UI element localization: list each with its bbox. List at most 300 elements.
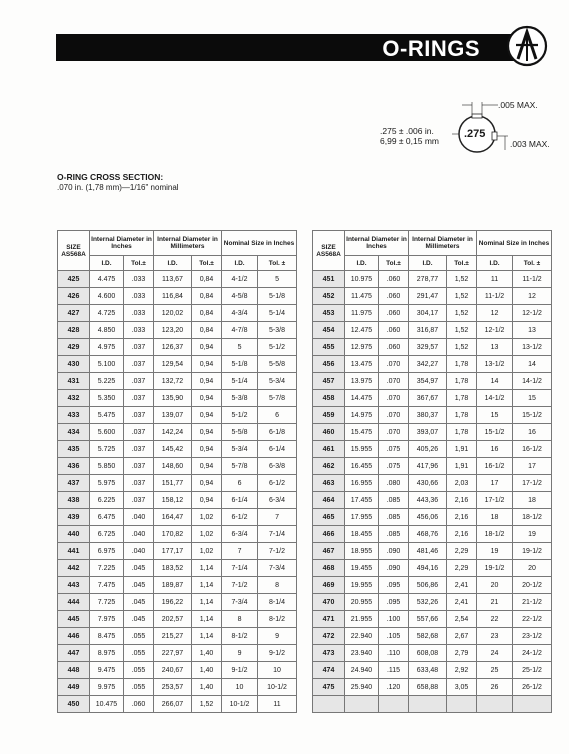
table-row [58, 645, 297, 662]
value-cell: 417,96 [409, 458, 447, 475]
size-cell: 460 [313, 424, 345, 441]
table-row [58, 322, 297, 339]
size-cell: 467 [313, 543, 345, 560]
value-cell: 15.475 [345, 424, 379, 441]
value-cell [409, 696, 447, 713]
value-cell: 18.455 [345, 526, 379, 543]
value-cell: 19.455 [345, 560, 379, 577]
value-cell: 1,91 [447, 458, 477, 475]
value-cell: 5 [222, 339, 258, 356]
size-cell: 466 [313, 526, 345, 543]
value-cell: 1,40 [192, 679, 222, 696]
table-row [58, 560, 297, 577]
value-cell: 9.475 [90, 662, 124, 679]
value-cell: 7.725 [90, 594, 124, 611]
table-row [58, 492, 297, 509]
value-cell: 14.975 [345, 407, 379, 424]
value-cell: 25-1/2 [513, 662, 552, 679]
value-cell: 12 [513, 288, 552, 305]
header-tol: Tol.± [124, 256, 154, 271]
table-row [313, 526, 552, 543]
table-row [313, 424, 552, 441]
value-cell: .033 [124, 288, 154, 305]
size-cell: 434 [58, 424, 90, 441]
value-cell: .070 [379, 373, 409, 390]
value-cell: 532,26 [409, 594, 447, 611]
size-cell: 436 [58, 458, 90, 475]
value-cell: 5.350 [90, 390, 124, 407]
value-cell: 11.475 [345, 288, 379, 305]
value-cell: 658,88 [409, 679, 447, 696]
size-cell: 438 [58, 492, 90, 509]
value-cell: .095 [379, 577, 409, 594]
value-cell: 8 [258, 577, 297, 594]
value-cell: 120,02 [154, 305, 192, 322]
value-cell: .080 [379, 475, 409, 492]
header-size: SIZE AS568A [58, 231, 90, 271]
value-cell: 145,42 [154, 441, 192, 458]
value-cell: 5-1/2 [258, 339, 297, 356]
table-row [58, 373, 297, 390]
value-cell: 494,16 [409, 560, 447, 577]
size-cell: 453 [313, 305, 345, 322]
value-cell [447, 696, 477, 713]
table-row [313, 322, 552, 339]
value-cell: 4.600 [90, 288, 124, 305]
value-cell: .085 [379, 526, 409, 543]
value-cell: 148,60 [154, 458, 192, 475]
size-cell: 465 [313, 509, 345, 526]
value-cell: .037 [124, 441, 154, 458]
value-cell [477, 696, 513, 713]
value-cell: 9-1/2 [222, 662, 258, 679]
value-cell: 1,40 [192, 662, 222, 679]
value-cell: 4-5/8 [222, 288, 258, 305]
value-cell: 7-1/4 [222, 560, 258, 577]
value-cell: .037 [124, 339, 154, 356]
value-cell: 5-3/4 [258, 373, 297, 390]
value-cell: 1,02 [192, 509, 222, 526]
value-cell: 6-3/4 [258, 492, 297, 509]
value-cell: 20.955 [345, 594, 379, 611]
value-cell: 25 [477, 662, 513, 679]
value-cell: 0,94 [192, 407, 222, 424]
size-cell: 433 [58, 407, 90, 424]
size-cell: 473 [313, 645, 345, 662]
value-cell: .075 [379, 458, 409, 475]
value-cell: 12-1/2 [513, 305, 552, 322]
header-id-mm: Internal Diameter in Millimeters [409, 231, 477, 256]
value-cell: 7 [222, 543, 258, 560]
value-cell: 253,57 [154, 679, 192, 696]
value-cell: .090 [379, 560, 409, 577]
value-cell: .033 [124, 322, 154, 339]
value-cell: .045 [124, 594, 154, 611]
table-row [58, 475, 297, 492]
value-cell: 14-1/2 [477, 390, 513, 407]
size-cell: 459 [313, 407, 345, 424]
value-cell: 132,72 [154, 373, 192, 390]
value-cell: 202,57 [154, 611, 192, 628]
value-cell: 633,48 [409, 662, 447, 679]
table-row [313, 662, 552, 679]
value-cell: 18.955 [345, 543, 379, 560]
value-cell: 8-1/2 [222, 628, 258, 645]
value-cell: .037 [124, 356, 154, 373]
value-cell: 14-1/2 [513, 373, 552, 390]
value-cell: 456,06 [409, 509, 447, 526]
table-row [313, 407, 552, 424]
header-tol: Tol.± [192, 256, 222, 271]
size-cell: 455 [313, 339, 345, 356]
value-cell: 19-1/2 [513, 543, 552, 560]
value-cell: 7.225 [90, 560, 124, 577]
value-cell: 2,92 [447, 662, 477, 679]
value-cell: 151,77 [154, 475, 192, 492]
value-cell: 13 [513, 322, 552, 339]
value-cell: 20-1/2 [513, 577, 552, 594]
value-cell: 380,37 [409, 407, 447, 424]
size-cell: 452 [313, 288, 345, 305]
size-cell: 448 [58, 662, 90, 679]
table-row [58, 271, 297, 288]
header-tol: Tol. ± [513, 256, 552, 271]
value-cell: 7.475 [90, 577, 124, 594]
size-cell: 446 [58, 628, 90, 645]
value-cell: 15 [513, 390, 552, 407]
value-cell: 4.475 [90, 271, 124, 288]
value-cell: .037 [124, 458, 154, 475]
value-cell: 2,41 [447, 594, 477, 611]
value-cell: 1,78 [447, 390, 477, 407]
value-cell: 468,76 [409, 526, 447, 543]
value-cell: 608,08 [409, 645, 447, 662]
value-cell: 1,78 [447, 356, 477, 373]
table-row [58, 339, 297, 356]
value-cell: 481,46 [409, 543, 447, 560]
value-cell: 7-1/2 [258, 543, 297, 560]
value-cell: 7-3/4 [222, 594, 258, 611]
value-cell: 2,03 [447, 475, 477, 492]
value-cell: .060 [379, 271, 409, 288]
table-row [58, 662, 297, 679]
value-cell: 405,26 [409, 441, 447, 458]
value-cell: 19 [477, 543, 513, 560]
table-row [58, 679, 297, 696]
center-label: .275 [464, 128, 486, 140]
value-cell: 5-5/8 [222, 424, 258, 441]
header-id: I.D. [90, 256, 124, 271]
value-cell: .045 [124, 577, 154, 594]
value-cell: 9 [258, 628, 297, 645]
size-cell: 442 [58, 560, 90, 577]
value-cell: 24.940 [345, 662, 379, 679]
table-row [313, 441, 552, 458]
table-row [58, 628, 297, 645]
value-cell: 19 [513, 526, 552, 543]
value-cell: 164,47 [154, 509, 192, 526]
value-cell: 0,94 [192, 441, 222, 458]
table-row [313, 560, 552, 577]
value-cell: 5-7/8 [258, 390, 297, 407]
value-cell: 5-3/8 [222, 390, 258, 407]
table-row [313, 356, 552, 373]
value-cell: 22-1/2 [513, 611, 552, 628]
value-cell: 13-1/2 [513, 339, 552, 356]
value-cell: 1,14 [192, 628, 222, 645]
value-cell: .055 [124, 645, 154, 662]
value-cell: .085 [379, 492, 409, 509]
value-cell: 15-1/2 [513, 407, 552, 424]
value-cell: 20 [513, 560, 552, 577]
value-cell: 18-1/2 [513, 509, 552, 526]
value-cell: 7.975 [90, 611, 124, 628]
table-row [313, 577, 552, 594]
table-row [58, 424, 297, 441]
value-cell: 1,02 [192, 526, 222, 543]
value-cell: 0,94 [192, 458, 222, 475]
value-cell: 18-1/2 [477, 526, 513, 543]
value-cell: 2,79 [447, 645, 477, 662]
size-cell: 439 [58, 509, 90, 526]
header-id-inches: Internal Diameter in Inches [90, 231, 154, 256]
value-cell: 22 [477, 611, 513, 628]
size-cell: 464 [313, 492, 345, 509]
value-cell: .040 [124, 526, 154, 543]
value-cell: 342,27 [409, 356, 447, 373]
value-cell: 240,67 [154, 662, 192, 679]
value-cell: 5.100 [90, 356, 124, 373]
size-cell: 468 [313, 560, 345, 577]
value-cell: 5.225 [90, 373, 124, 390]
table-row [313, 288, 552, 305]
header-nominal: Nominal Size in Inches [477, 231, 552, 256]
value-cell: 6 [258, 407, 297, 424]
table-row [313, 594, 552, 611]
value-cell: 24 [477, 645, 513, 662]
size-cell: 445 [58, 611, 90, 628]
header-size: SIZE AS568A [313, 231, 345, 271]
header-id: I.D. [154, 256, 192, 271]
table-row [58, 594, 297, 611]
max-right-label: .003 MAX. [510, 139, 550, 149]
size-cell: 470 [313, 594, 345, 611]
value-cell: 189,87 [154, 577, 192, 594]
value-cell: 25.940 [345, 679, 379, 696]
value-cell: .037 [124, 492, 154, 509]
size-cell: 449 [58, 679, 90, 696]
value-cell: 1,52 [447, 322, 477, 339]
size-cell: 463 [313, 475, 345, 492]
value-cell: 582,68 [409, 628, 447, 645]
table-row [313, 628, 552, 645]
table-row [313, 679, 552, 696]
value-cell: 6-1/4 [222, 492, 258, 509]
value-cell: 316,87 [409, 322, 447, 339]
value-cell: 17-1/2 [477, 492, 513, 509]
value-cell: 139,07 [154, 407, 192, 424]
value-cell: 21-1/2 [513, 594, 552, 611]
value-cell: 0,94 [192, 475, 222, 492]
value-cell: 12.975 [345, 339, 379, 356]
size-cell: 430 [58, 356, 90, 373]
value-cell: .095 [379, 594, 409, 611]
size-cell [313, 696, 345, 713]
value-cell: 5.975 [90, 475, 124, 492]
size-cell: 425 [58, 271, 90, 288]
header-tol: Tol. ± [258, 256, 297, 271]
value-cell: 129,54 [154, 356, 192, 373]
table-row [313, 305, 552, 322]
value-cell: .070 [379, 424, 409, 441]
value-cell: .040 [124, 509, 154, 526]
value-cell: 2,41 [447, 577, 477, 594]
value-cell: 266,07 [154, 696, 192, 713]
value-cell [345, 696, 379, 713]
size-cell: 461 [313, 441, 345, 458]
value-cell: .045 [124, 560, 154, 577]
table-row [313, 475, 552, 492]
value-cell: 0,84 [192, 288, 222, 305]
value-cell: .055 [124, 628, 154, 645]
oring-table-right [312, 230, 552, 713]
value-cell: 16 [513, 424, 552, 441]
value-cell: 1,52 [447, 339, 477, 356]
value-cell: 17 [477, 475, 513, 492]
value-cell: 4-3/4 [222, 305, 258, 322]
value-cell: 6-1/2 [258, 475, 297, 492]
cross-section-title: O-RING CROSS SECTION: [57, 172, 164, 182]
value-cell: 5-1/2 [222, 407, 258, 424]
value-cell: 4.975 [90, 339, 124, 356]
value-cell: 0,94 [192, 356, 222, 373]
table-row [313, 458, 552, 475]
header-nominal: Nominal Size in Inches [222, 231, 297, 256]
value-cell: .085 [379, 509, 409, 526]
value-cell: 12.475 [345, 322, 379, 339]
value-cell: 506,86 [409, 577, 447, 594]
value-cell: 21.955 [345, 611, 379, 628]
value-cell: 15.955 [345, 441, 379, 458]
value-cell: 2,67 [447, 628, 477, 645]
value-cell: 9 [222, 645, 258, 662]
value-cell: 0,84 [192, 322, 222, 339]
table-row [58, 577, 297, 594]
value-cell: 5.475 [90, 407, 124, 424]
value-cell: 6.475 [90, 509, 124, 526]
value-cell: 11.975 [345, 305, 379, 322]
value-cell: .070 [379, 407, 409, 424]
value-cell: 5 [258, 271, 297, 288]
value-cell: 123,20 [154, 322, 192, 339]
value-cell: 19.955 [345, 577, 379, 594]
value-cell: .070 [379, 390, 409, 407]
table-row [58, 696, 297, 713]
value-cell: 8-1/2 [258, 611, 297, 628]
value-cell: 23.940 [345, 645, 379, 662]
table-row [313, 543, 552, 560]
dimension-inch: .275 ± .006 in. [380, 126, 434, 136]
value-cell: .055 [124, 679, 154, 696]
value-cell: .070 [379, 356, 409, 373]
value-cell: 1,14 [192, 577, 222, 594]
value-cell: 14.475 [345, 390, 379, 407]
value-cell: 393,07 [409, 424, 447, 441]
value-cell: 17-1/2 [513, 475, 552, 492]
value-cell: 329,57 [409, 339, 447, 356]
value-cell [379, 696, 409, 713]
value-cell: 354,97 [409, 373, 447, 390]
value-cell: 8.475 [90, 628, 124, 645]
value-cell: 16 [477, 441, 513, 458]
value-cell: .033 [124, 305, 154, 322]
value-cell: 367,67 [409, 390, 447, 407]
value-cell: 7 [258, 509, 297, 526]
value-cell: 14 [477, 373, 513, 390]
value-cell: 4-7/8 [222, 322, 258, 339]
value-cell: 17.955 [345, 509, 379, 526]
value-cell: 5-1/4 [222, 373, 258, 390]
value-cell: 24-1/2 [513, 645, 552, 662]
size-cell: 435 [58, 441, 90, 458]
value-cell: 4-1/2 [222, 271, 258, 288]
size-cell: 428 [58, 322, 90, 339]
value-cell: 17 [513, 458, 552, 475]
size-cell: 437 [58, 475, 90, 492]
value-cell: 1,91 [447, 441, 477, 458]
table-row [58, 390, 297, 407]
value-cell: 8 [222, 611, 258, 628]
value-cell: 11 [258, 696, 297, 713]
size-cell: 441 [58, 543, 90, 560]
value-cell: 13 [477, 339, 513, 356]
value-cell: 5.850 [90, 458, 124, 475]
value-cell: 9.975 [90, 679, 124, 696]
value-cell: 5-1/4 [258, 305, 297, 322]
value-cell: 0,84 [192, 305, 222, 322]
value-cell: 13.475 [345, 356, 379, 373]
size-cell: 450 [58, 696, 90, 713]
value-cell: 4.725 [90, 305, 124, 322]
value-cell: 1,14 [192, 594, 222, 611]
value-cell: 196,22 [154, 594, 192, 611]
table-row [313, 339, 552, 356]
value-cell: 1,78 [447, 373, 477, 390]
value-cell: 1,52 [447, 288, 477, 305]
header-tol: Tol.± [379, 256, 409, 271]
value-cell: 430,66 [409, 475, 447, 492]
value-cell: 227,97 [154, 645, 192, 662]
value-cell: 6-1/2 [222, 509, 258, 526]
value-cell: 2,29 [447, 543, 477, 560]
size-cell: 444 [58, 594, 90, 611]
value-cell: 2,16 [447, 509, 477, 526]
value-cell: 10.975 [345, 271, 379, 288]
table-row [58, 288, 297, 305]
value-cell: 13-1/2 [477, 356, 513, 373]
value-cell: 16-1/2 [513, 441, 552, 458]
value-cell: .060 [379, 339, 409, 356]
value-cell: 7-3/4 [258, 560, 297, 577]
value-cell: 17.455 [345, 492, 379, 509]
value-cell: 3,05 [447, 679, 477, 696]
table-row [58, 356, 297, 373]
value-cell: .110 [379, 645, 409, 662]
value-cell: 1,02 [192, 543, 222, 560]
value-cell: 2,16 [447, 492, 477, 509]
value-cell: 6 [222, 475, 258, 492]
size-cell: 475 [313, 679, 345, 696]
